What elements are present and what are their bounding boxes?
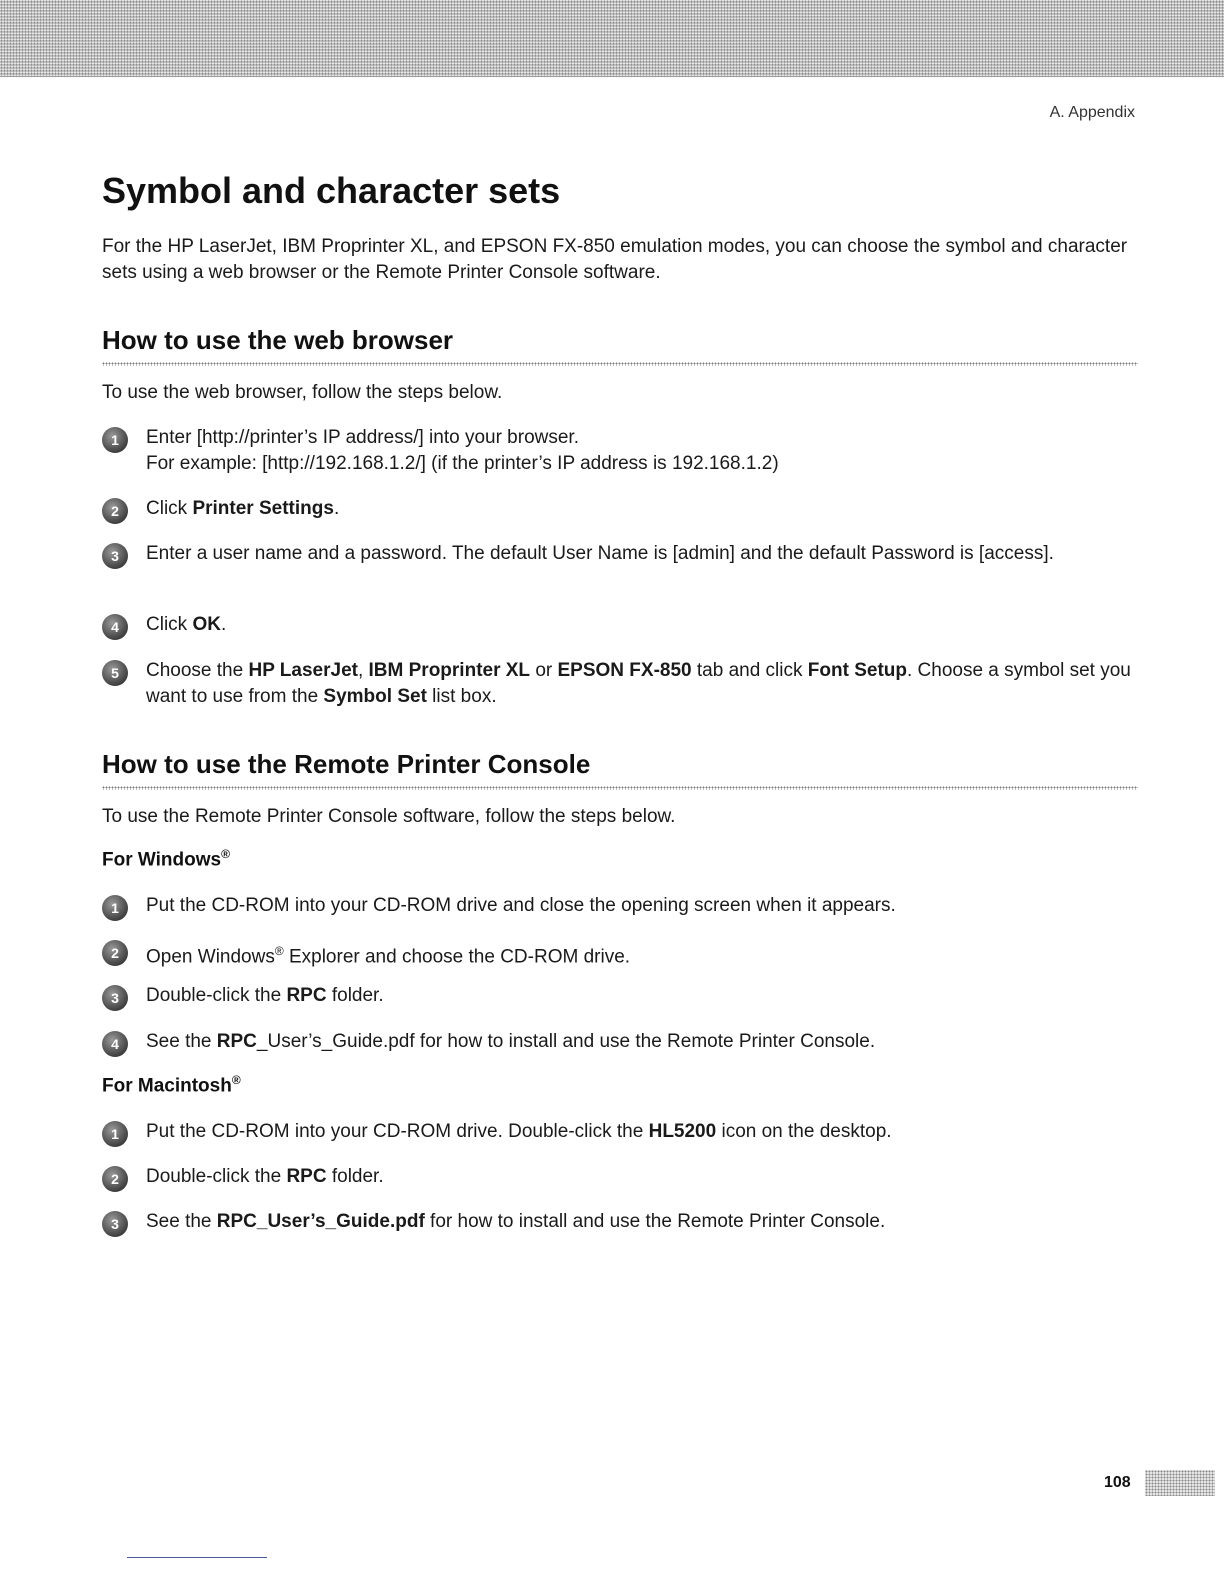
- section-label: A. Appendix: [1049, 104, 1135, 121]
- header-pattern-band: [0, 0, 1224, 77]
- page-number: 108: [1104, 1474, 1131, 1491]
- macintosh-subheading: For Macintosh®: [102, 1073, 241, 1097]
- step-text: Open Windows® Explorer and choose the CD-ROM drive.: [146, 944, 631, 968]
- rpc-lead: To use the Remote Printer Console software, follow the steps below.: [102, 806, 676, 827]
- step-number-badge: 2: [102, 940, 128, 966]
- step-text: Put the CD-ROM into your CD-ROM drive and close the opening screen when it appears.: [146, 895, 896, 916]
- step-text: Enter [http://printer’s IP address/] into your browser. For example: [http://192.168.1.2/] (if the printer’s IP address is 192.168.1.2): [146, 427, 779, 474]
- step-text: See the RPC_User’s_Guide.pdf for how to install and use the Remote Printer Console.: [146, 1211, 886, 1232]
- step-number-badge: 1: [102, 1121, 128, 1147]
- step-number-badge: 2: [102, 1166, 128, 1192]
- step-number-badge: 1: [102, 895, 128, 921]
- page-title: Symbol and character sets: [102, 170, 561, 211]
- step-text: See the RPC_User’s_Guide.pdf for how to install and use the Remote Printer Console.: [146, 1031, 876, 1052]
- step-text: Enter a user name and a password. The default User Name is [admin] and the default Password is [access].: [146, 543, 1054, 564]
- footer-rule: [127, 1557, 267, 1558]
- web-browser-heading: How to use the web browser: [102, 325, 454, 355]
- step-number-badge: 5: [102, 660, 128, 686]
- step-text: Click Printer Settings.: [146, 498, 340, 519]
- step-number-badge: 3: [102, 543, 128, 569]
- step-number-badge: 3: [102, 985, 128, 1011]
- step-number-badge: 4: [102, 614, 128, 640]
- step-text: Double-click the RPC folder.: [146, 985, 384, 1006]
- step-text: Double-click the RPC folder.: [146, 1166, 384, 1187]
- step-number-badge: 1: [102, 427, 128, 453]
- step-number-badge: 2: [102, 498, 128, 524]
- section-divider: [102, 362, 1138, 366]
- step-text: Click OK.: [146, 614, 227, 635]
- step-number-badge: 4: [102, 1031, 128, 1057]
- step-text: Put the CD-ROM into your CD-ROM drive. Double-click the HL5200 icon on the desktop.: [146, 1121, 892, 1142]
- step-number-badge: 3: [102, 1211, 128, 1237]
- windows-subheading: For Windows®: [102, 847, 230, 871]
- web-browser-lead: To use the web browser, follow the steps below.: [102, 382, 503, 403]
- step-text: Choose the HP LaserJet, IBM Proprinter XL or EPSON FX-850 tab and click Font Setup. Choose a symbol set you want to use from the Symbol Set list box.: [146, 660, 1131, 707]
- section-divider: [102, 786, 1138, 790]
- intro-paragraph: For the HP LaserJet, IBM Proprinter XL, and EPSON FX-850 emulation modes, you can choose the symbol and character sets using a web browser or the Remote Printer Console software.: [102, 236, 1128, 283]
- rpc-heading: How to use the Remote Printer Console: [102, 749, 591, 779]
- page-number-pattern: [1145, 1470, 1215, 1496]
